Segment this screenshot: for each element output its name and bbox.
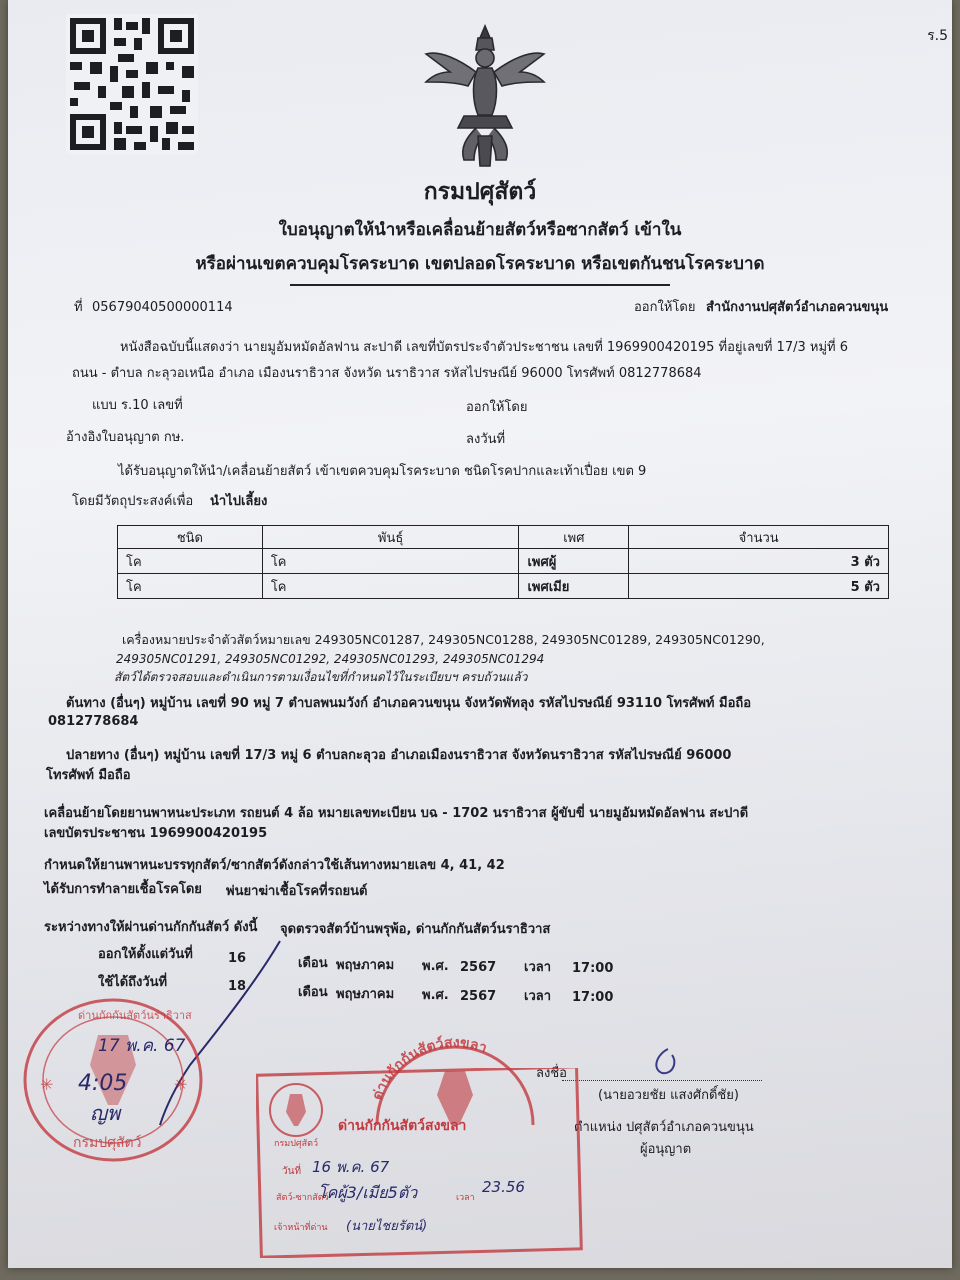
- signer-position: ตำแหน่ง ปศุสัตว์อำเภอควนขนุน: [574, 1120, 754, 1135]
- rect-date-label: วันที่: [282, 1166, 302, 1177]
- cell-sex: เพศเมีย: [519, 574, 629, 599]
- cell-breed: โค: [262, 549, 519, 574]
- rect-officer-label: เจ้าหน้าที่ด่าน: [274, 1223, 328, 1233]
- disinfect-method: พ่นยาฆ่าเชื้อโรคที่รถยนต์: [226, 884, 368, 899]
- vehicle-line1: เคลื่อนย้ายโดยยานพาหนะประเภท รถยนต์ 4 ล้อ หมายเลขทะเบียน บฉ - 1702 นราธิวาส ผู้ขับขี่ นายมูอัมหมัดอัลฟาน สะปาดี: [44, 806, 749, 821]
- valid-to-year-label: พ.ศ.: [422, 988, 449, 1003]
- animal-marks-line1: เครื่องหมายประจำตัวสัตว์หมายเลข 249305NC01287, 249305NC01288, 249305NC01289, 249305NC01290,: [122, 632, 765, 647]
- issued-by-blank: ออกให้โดย: [466, 400, 528, 415]
- route-numbers: กำหนดให้ยานพาหนะบรรทุกสัตว์/ซากสัตว์ดังกล่าวใช้เส้นทางหมายเลข 4, 41, 42: [44, 858, 505, 873]
- signer-role: ผู้อนุญาต: [640, 1142, 692, 1157]
- purpose-label: โดยมีวัตถุประสงค์เพื่อ: [72, 494, 194, 509]
- col-header-type: ชนิด: [118, 526, 263, 549]
- rect-kind-label: สัตว์-ซากสัตว์: [276, 1193, 329, 1203]
- sign-label: ลงชื่อ: [536, 1066, 567, 1081]
- valid-to-month: พฤษภาคม: [336, 987, 395, 1002]
- department-seal-stamp: [18, 995, 208, 1165]
- animal-table: [117, 525, 889, 599]
- title-underline: [290, 284, 670, 286]
- valid-from-year-label: พ.ศ.: [422, 959, 449, 974]
- checkpoint-rect-stamp: [256, 1068, 586, 1258]
- table-header-row: [118, 526, 889, 549]
- seal-top-text: ด่านกักกันสัตว์นราธิวาส: [78, 1009, 192, 1022]
- cell-type: โค: [118, 549, 263, 574]
- qr-code: [66, 14, 198, 154]
- table-row: [118, 549, 889, 574]
- valid-to-month-label: เดือน: [298, 985, 328, 1000]
- destination-line2: โทรศัพท์ มือถือ: [46, 768, 131, 783]
- inspection-note: สัตว์ได้ตรวจสอบและดำเนินการตามเงื่อนไขที่กำหนดไว้ในระเบียบฯ ครบถ้วนแล้ว: [114, 670, 528, 684]
- handwritten-initials: ญพ: [90, 1101, 121, 1125]
- rect-time-label: เวลา: [456, 1193, 475, 1203]
- valid-from-year: 2567: [460, 960, 497, 975]
- cell-quantity: 5 ตัว: [629, 574, 889, 599]
- rect-date-hw: 16 พ.ค. 67: [312, 1158, 390, 1176]
- destination-line1: ปลายทาง (อื่นๆ) หมู่บ้าน เลขที่ 17/3 หมู่ 6 ตำบลกะลุวอ อำเภอเมืองนราธิวาส จังหวัดนราธิวาส รหัสไปรษณีย์ 96000: [66, 748, 732, 763]
- valid-from-day: 16: [228, 951, 247, 966]
- svg-text:✳: ✳: [174, 1075, 188, 1094]
- valid-to-time: 17:00: [572, 990, 614, 1005]
- table-row: [118, 574, 889, 599]
- handwritten-time: 4:05: [78, 1071, 128, 1096]
- department-title: กรมปศุสัตว์: [423, 179, 537, 205]
- form-code: ร.5: [927, 28, 948, 44]
- rect-logo-text: กรมปศุสัตว์: [274, 1139, 319, 1149]
- issued-by-label: ออกให้โดย: [634, 300, 696, 315]
- signer-name: (นายอวยชัย แสงศักดิ์ชัย): [598, 1088, 739, 1103]
- rect-kind-hw: โคผู้3/เมีย5ตัว: [318, 1183, 418, 1202]
- col-header-quantity: จำนวน: [629, 526, 889, 549]
- rect-time-hw: 23.56: [482, 1178, 525, 1196]
- col-header-sex: เพศ: [519, 526, 629, 549]
- disinfect-label: ได้รับการทำลายเชื้อโรคโดย: [44, 882, 202, 897]
- seal-arc-text: ด่านกักกันสัตว์สงขลา: [369, 1034, 489, 1103]
- valid-from-label: ออกให้ตั้งแต่วันที่: [98, 947, 193, 962]
- animal-marks-line2: 249305NC01291, 249305NC01292, 249305NC01293, 249305NC01294: [116, 652, 545, 666]
- svg-text:✳: ✳: [40, 1075, 54, 1094]
- valid-to-year: 2567: [460, 989, 497, 1004]
- dated-label: ลงวันที่: [466, 432, 506, 447]
- seal-text: กรมปศุสัตว์: [73, 1135, 142, 1151]
- valid-from-time: 17:00: [572, 961, 614, 976]
- valid-to-time-label: เวลา: [524, 989, 552, 1004]
- holder-line-1: หนังสือฉบับนี้แสดงว่า นายมูอัมหมัดอัลฟาน สะปาดี เลขที่บัตรประจำตัวประชาชน เลขที่ 1969900420195 ที่อยู่เลขที่ 17/3 หมู่ที่ 6: [120, 340, 848, 355]
- valid-to-label: ใช้ได้ถึงวันที่: [98, 975, 168, 990]
- cell-type: โค: [118, 574, 263, 599]
- purpose-value: นำไปเลี้ยง: [210, 494, 268, 509]
- cell-quantity: 3 ตัว: [629, 549, 889, 574]
- valid-from-month: พฤษภาคม: [336, 958, 395, 973]
- permit-title-line1: ใบอนุญาตให้นำหรือเคลื่อนย้ายสัตว์หรือซากสัตว์ เข้าใน: [278, 220, 682, 240]
- checkpoint-label: ระหว่างทางให้ผ่านด่านกักกันสัตว์ ดังนี้: [44, 920, 258, 935]
- garuda-emblem: [420, 20, 550, 170]
- valid-from-time-label: เวลา: [524, 960, 552, 975]
- issued-by-office: สำนักงานปศุสัตว์อำเภอควนขนุน: [706, 300, 889, 315]
- holder-line-2: ถนน - ตำบล กะลุวอเหนือ อำเภอ เมืองนราธิวาส จังหวัด นราธิวาส รหัสไปรษณีย์ 96000 โทรศัพท์ 0812778684: [72, 366, 702, 381]
- valid-to-day: 18: [228, 979, 247, 994]
- origin-line1: ต้นทาง (อื่นๆ) หมู่บ้าน เลขที่ 90 หมู่ 7 ตำบลพนมวังก์ อำเภอควนขนุน จังหวัดพัทลุง รหัสไปรษณีย์ 93110 โทรศัพท์ มือถือ: [66, 696, 752, 711]
- valid-from-month-label: เดือน: [298, 956, 328, 971]
- doc-number: 05679040500000114: [92, 300, 233, 315]
- form-ref: แบบ ร.10 เลขที่: [92, 398, 183, 413]
- rect-stamp-title: ด่านกักกันสัตว์สงขลา: [338, 1118, 467, 1134]
- permit-title-line2: หรือผ่านเขตควบคุมโรคระบาด เขตปลอดโรคระบาด หรือเขตกันชนโรคระบาด: [195, 254, 765, 274]
- ref-permit: อ้างอิงใบอนุญาต กษ.: [66, 430, 185, 445]
- checkpoint-value: จุดตรวจสัตว์บ้านพรุพ้อ, ด่านกักกันสัตว์นราธิวาส: [280, 922, 551, 937]
- cell-sex: เพศผู้: [519, 549, 629, 574]
- handwritten-date: 17 พ.ค. 67: [98, 1036, 186, 1056]
- col-header-breed: พันธุ์: [262, 526, 519, 549]
- cell-breed: โค: [262, 574, 519, 599]
- rect-officer-hw: (นายไชยรัตน์): [346, 1219, 428, 1234]
- origin-line2: 0812778684: [48, 714, 139, 729]
- doc-number-label: ที่: [74, 300, 83, 315]
- vehicle-line2: เลขบัตรประชาชน 1969900420195: [44, 826, 268, 841]
- permission-statement: ได้รับอนุญาตให้นำ/เคลื่อนย้ายสัตว์ เข้าเขตควบคุมโรคระบาด ชนิดโรคปากและเท้าเปื่อย เขต 9: [118, 464, 647, 479]
